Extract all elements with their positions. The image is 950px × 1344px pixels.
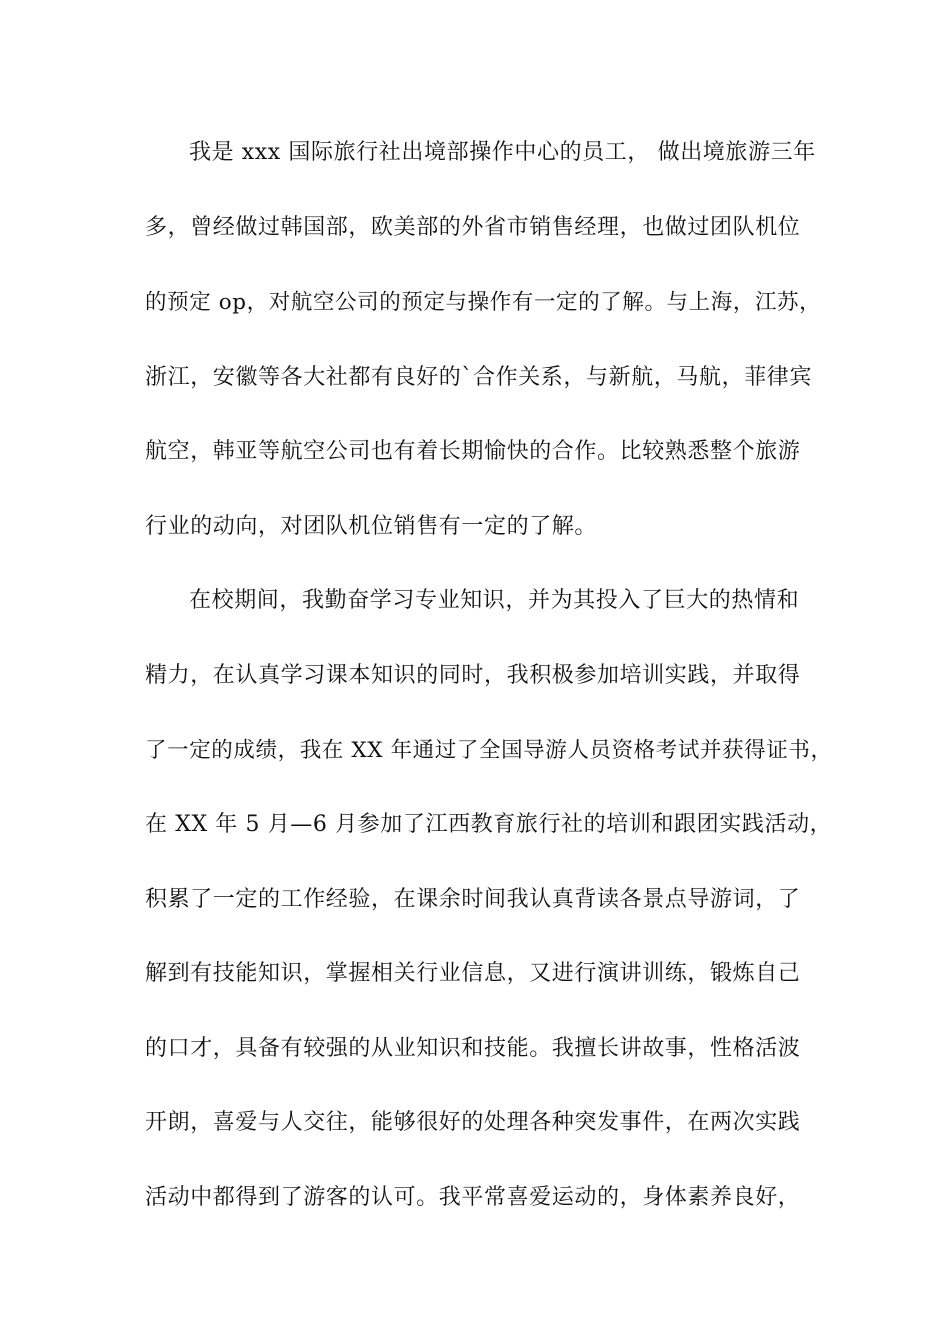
paragraph-2-line-7: 的口才，具备有较强的从业知识和技能。我擅长讲故事，性格活波 xyxy=(145,1036,801,1061)
paragraph-2-line-2: 精力，在认真学习课本知识的同时，我积极参加培训实践，并取得 xyxy=(145,663,801,688)
paragraph-1-line-4: 浙江，安徽等各大社都有良好的`合作关系，与新航，马航，菲律宾 xyxy=(145,365,813,390)
paragraph-2-line-6: 解到有技能知识，掌握相关行业信息，又进行演讲训练，锻炼自己 xyxy=(145,961,801,986)
paragraph-1-line-2: 多，曾经做过韩国部，欧美部的外省市销售经理，也做过团队机位 xyxy=(145,215,801,240)
paragraph-2-line-3: 了一定的成绩，我在 XX 年通过了全国导游人员资格考试并获得证书， xyxy=(145,738,833,763)
paragraph-1-line-5: 航空，韩亚等航空公司也有着长期愉快的合作。比较熟悉整个旅游 xyxy=(145,439,801,464)
paragraph-1-line-3: 的预定 op，对航空公司的预定与操作有一定的了解。与上海，江苏， xyxy=(145,290,822,315)
paragraph-2-line-5: 积累了一定的工作经验，在课余时间我认真背读各景点导游词，了 xyxy=(145,887,801,912)
paragraph-2-line-8: 开朗，喜爱与人交往，能够很好的处理各种突发事件，在两次实践 xyxy=(145,1110,801,1135)
paragraph-1-line-6: 行业的动向，对团队机位销售有一定的了解。 xyxy=(145,514,598,539)
paragraph-2-line-9: 活动中都得到了游客的认可。我平常喜爱运动的，身体素养良好， xyxy=(145,1185,801,1210)
paragraph-2-line-1: 在校期间，我勤奋学习专业知识，并为其投入了巨大的热情和 xyxy=(189,588,800,613)
paragraph-1-line-1: 我是 xxx 国际旅行社出境部操作中心的员工， 做出境旅游三年 xyxy=(189,140,816,165)
paragraph-2-line-4: 在 XX 年 5 月—6 月参加了江西教育旅行社的培训和跟团实践活动， xyxy=(145,812,833,837)
